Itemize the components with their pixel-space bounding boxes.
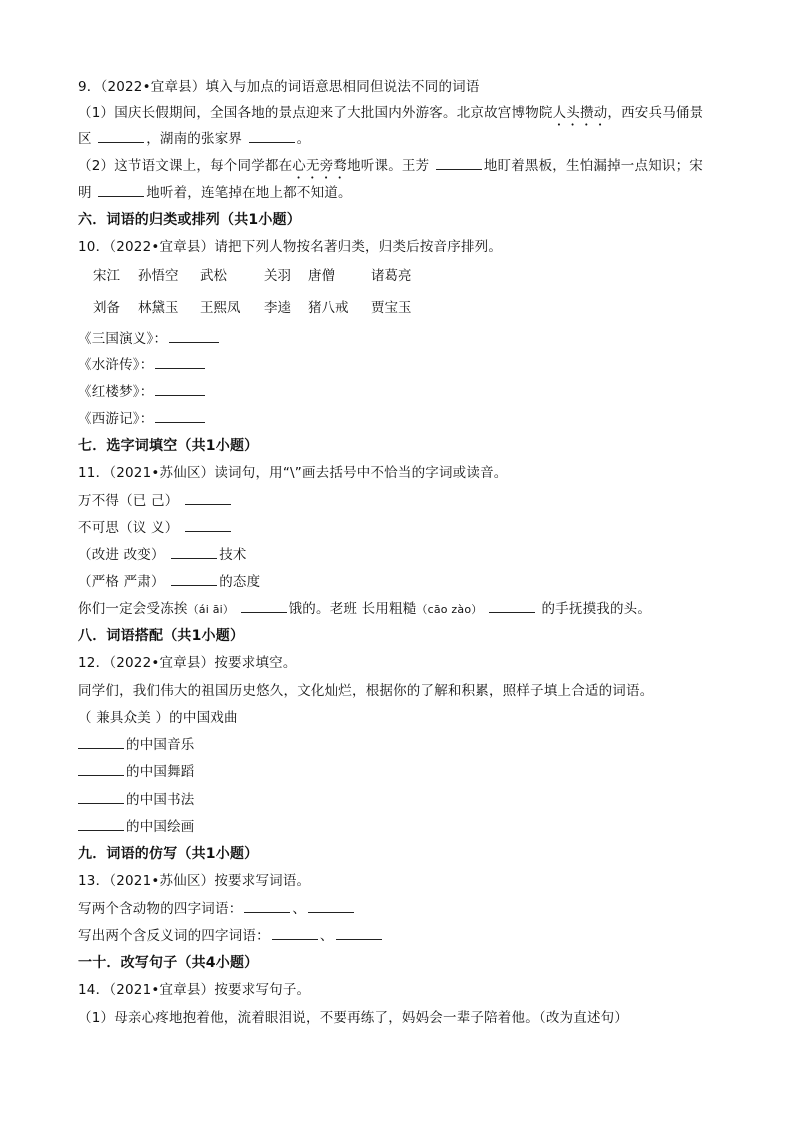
q12-item-text: 的中国绘画: [126, 819, 195, 835]
section-heading-9: 九．词语的仿写（共1小题）: [78, 846, 259, 862]
q10-book-shuihu: [78, 356, 207, 374]
answer-blank[interactable]: [336, 938, 382, 940]
answer-blank[interactable]: [155, 367, 205, 369]
answer-blank[interactable]: [155, 394, 205, 396]
answer-blank[interactable]: [244, 911, 290, 913]
pinyin-options: （ái āi）: [187, 603, 235, 616]
q13-prompt: 写出两个含反义词的四字词语：: [78, 928, 270, 944]
answer-blank[interactable]: [489, 611, 535, 613]
book-label: 《红楼梦》：: [78, 384, 154, 400]
q9-part2-text-b: 地听课。王芳: [347, 158, 430, 174]
answer-blank[interactable]: [171, 584, 217, 586]
q11-sentence: 饿的。老班 长用粗糙: [288, 601, 417, 617]
section-heading-6: 六．词语的归类或排列（共1小题）: [78, 212, 301, 228]
q12-item-text: 的中国音乐: [126, 737, 195, 753]
q13-line1: [78, 900, 356, 918]
answer-blank[interactable]: [436, 168, 482, 170]
q11-line3: [78, 546, 247, 564]
q9-part1-line2: [78, 130, 310, 148]
q9-part2-text: （2）这节语文课上，每个同学都在: [78, 158, 293, 174]
q9-part1-line1: [78, 104, 703, 129]
q11-line2: [78, 519, 233, 537]
q10-names-row1: [0, 267, 793, 285]
book-label: 《水浒传》：: [78, 357, 154, 373]
q14-part1: （1）母亲心疼地抱着他，流着眼泪说，不要再练了，妈妈会一辈子陪着他。（改为直述句）: [78, 1010, 629, 1026]
q11-word: 的态度: [219, 574, 261, 590]
q12-item2: [78, 763, 195, 781]
q9-part1-text-b: ，西安兵马俑景: [607, 105, 704, 121]
q10-title: 10．（2022•宜章县）请把下列人物按名著归类，归类后按音序排列。: [78, 239, 503, 255]
answer-blank[interactable]: [78, 747, 124, 749]
book-label: 《西游记》：: [78, 411, 154, 427]
q11-options: （严格 严肃）: [78, 574, 165, 590]
answer-blank[interactable]: [171, 557, 217, 559]
separator: 、: [292, 901, 307, 917]
answer-blank[interactable]: [308, 911, 354, 913]
q9-part2-dotted-word: 心无旁骛: [292, 158, 348, 174]
q10-book-hongloumeng: [78, 383, 207, 401]
q12-title: 12．（2022•宜章县）按要求填空。: [78, 655, 297, 671]
q10-names-row2: [0, 299, 793, 317]
pinyin-options: （cāo zào）: [416, 603, 483, 616]
character-name: 武松: [200, 268, 227, 284]
q12-item3: [78, 791, 195, 809]
section-heading-10: 一十．改写句子（共4小题）: [78, 955, 259, 971]
answer-blank[interactable]: [272, 938, 318, 940]
answer-blank[interactable]: [169, 341, 219, 343]
answer-blank[interactable]: [185, 503, 231, 505]
character-name: 贾宝玉: [371, 300, 412, 316]
answer-blank[interactable]: [155, 421, 205, 423]
answer-blank[interactable]: [249, 141, 295, 143]
q9-part2-line1: [78, 157, 703, 182]
answer-blank[interactable]: [78, 774, 124, 776]
q11-word: 不可思（议 义）: [78, 520, 179, 536]
q9-part2-line2: [78, 184, 352, 202]
character-name: 关羽: [264, 268, 291, 284]
q12-item1: [78, 736, 195, 754]
q13-title: 13．（2021•苏仙区）按要求写词语。: [78, 873, 311, 889]
q13-prompt: 写两个含动物的四字词语：: [78, 901, 243, 917]
answer-blank[interactable]: [98, 141, 144, 143]
q11-line5: [78, 600, 651, 619]
character-name: 宋江: [93, 268, 120, 284]
q10-book-xiyouji: [78, 410, 207, 428]
character-name: 李逵: [264, 300, 291, 316]
character-name: 唐僧: [308, 268, 335, 284]
q9-part1-text: （1）国庆长假期间，全国各地的景点迎来了大批国内外游客。北京故宫博物院: [78, 105, 553, 121]
q9-part2-text-c: 地盯着黑板，生怕漏掉一点知识；宋: [483, 158, 704, 174]
q11-word: 万不得（已 己）: [78, 493, 179, 509]
q11-word: 技术: [219, 547, 247, 563]
q11-sentence: 你们一定会受冻挨: [78, 601, 188, 617]
q9-part2-text-e: 地听着，连笔掉在地上都不知道。: [146, 185, 352, 201]
answer-blank[interactable]: [185, 530, 231, 532]
q12-item-text: 的中国舞蹈: [126, 764, 195, 780]
q12-item4: [78, 818, 195, 836]
q13-line2: [78, 927, 384, 945]
q9-part2-text-d: 明: [78, 185, 92, 201]
q12-item-text: 的中国书法: [126, 792, 195, 808]
q11-options: （改进 改变）: [78, 547, 165, 563]
q9-part1-text-c: 区: [78, 131, 92, 147]
q11-line1: [78, 492, 233, 510]
separator: 、: [319, 928, 334, 944]
character-name: 王熙凤: [200, 300, 241, 316]
answer-blank[interactable]: [98, 195, 144, 197]
q9-title: 9．（2022•宜章县）填入与加点的词语意思相同但说法不同的词语: [78, 79, 480, 95]
character-name: 刘备: [93, 300, 120, 316]
q9-part1-dotted-word: 人头攒动: [552, 105, 608, 121]
answer-blank[interactable]: [78, 829, 124, 831]
answer-blank[interactable]: [241, 611, 287, 613]
book-label: 《三国演义》：: [78, 331, 168, 347]
section-heading-8: 八．词语搭配（共1小题）: [78, 628, 245, 644]
q10-book-sanguo: [78, 330, 221, 348]
character-name: 孙悟空: [138, 268, 179, 284]
q9-part1-text-e: 。: [296, 131, 311, 147]
q9-part1-text-d: ，湖南的张家界: [146, 131, 243, 147]
section-heading-7: 七．选字词填空（共1小题）: [78, 438, 259, 454]
q11-line4: [78, 573, 260, 591]
character-name: 诸葛亮: [371, 268, 412, 284]
q11-title: 11．（2021•苏仙区）读词句，用“\”画去括号中不恰当的字词或读音。: [78, 465, 508, 481]
q11-sentence: 的手抚摸我的头。: [541, 601, 652, 617]
answer-blank[interactable]: [78, 802, 124, 804]
q12-example: （ 兼具众美 ）的中国戏曲: [78, 710, 238, 726]
q14-title: 14．（2021•宜章县）按要求写句子。: [78, 982, 311, 998]
q12-intro: 同学们，我们伟大的祖国历史悠久，文化灿烂，根据你的了解和积累，照样子填上合适的词语。: [78, 683, 654, 699]
character-name: 林黛玉: [138, 300, 179, 316]
character-name: 猪八戒: [308, 300, 349, 316]
